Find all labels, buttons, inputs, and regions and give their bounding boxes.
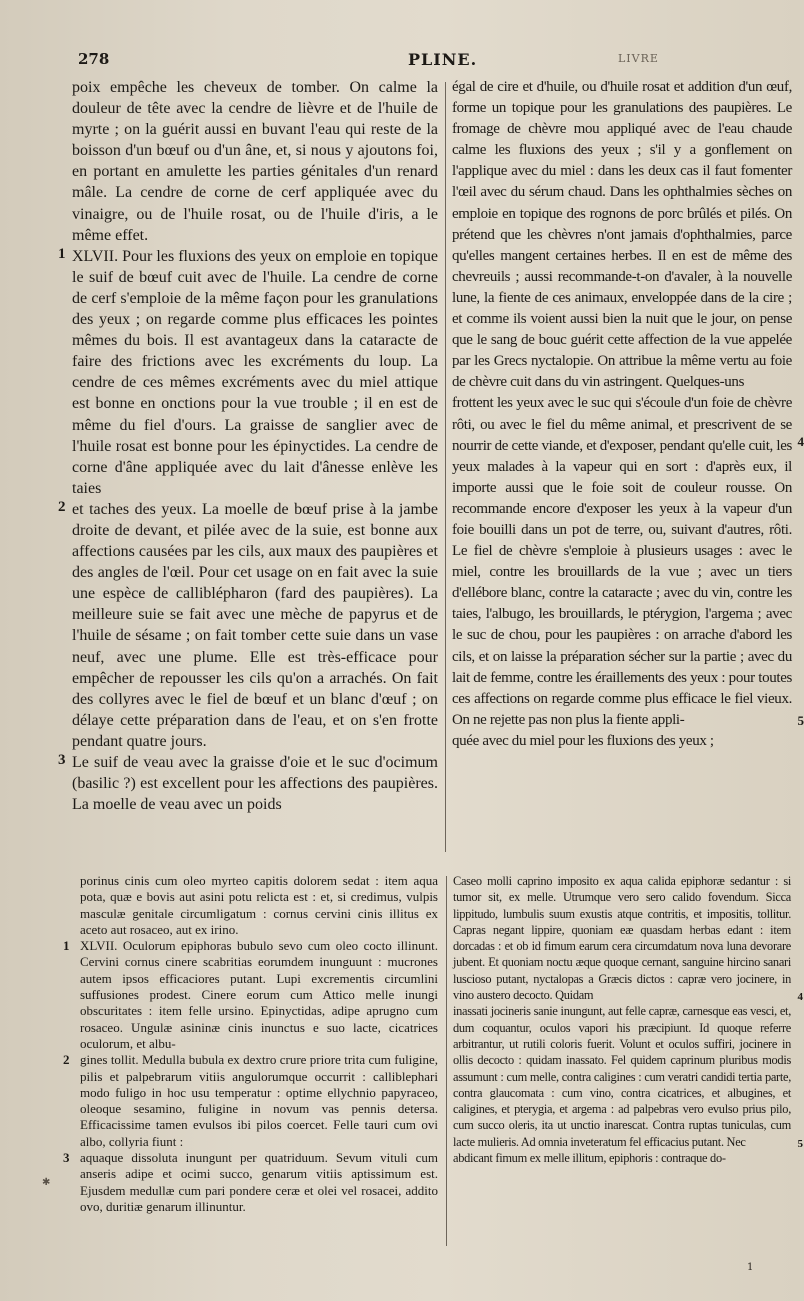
section-number: 1 (63, 938, 70, 954)
page-header (78, 50, 780, 74)
section-number: 2 (58, 498, 66, 515)
section-number: 4 (797, 991, 803, 1004)
section-number: 5 (797, 1138, 803, 1151)
running-head-bleed-through: LIVRE (618, 52, 659, 65)
running-head: PLINE. (408, 50, 478, 69)
page-number: 278 (78, 50, 110, 68)
french-paragraph: égal de cire et d'huile, ou d'huile rosat et addition d'un œuf, forme un topique pour les granulations des paupières. Le fromage de chèvre mou appliqué avec de l'eau chaude calme les fluxions des yeux ; s'il y a gonflement on l'applique avec du miel : dans les deux cas il faut fomenter l'œil avec du sérum chaud. Dans les ophthalmies sèches on emploie en topique des rognons de porc brûlés et pilés. On prétend que les chèvres n'ont jamais d'ophthalmies, parce qu'elles mangent certaines herbes. Il en est de même des chevreuils ; aussi recommande-t-on d'avaler, à la nouvelle lune, la fiente de ces animaux, enveloppée dans de la cire ; et comme ils voient aussi bien la nuit que le jour, on pense que le sang de bouc guérit cette affection de la vue appelée par les Grecs nyctalopie. On attribue la même vertu au foie de chèvre cuit dans du vin astringent. Quelques-uns (452, 79, 792, 391)
section-number: 3 (63, 1150, 70, 1166)
section-number: 2 (63, 1052, 70, 1068)
latin-paragraph: inassati jocineris sanie inungunt, aut felle capræ, carnesque eas vesci, et, dum coquantur, oculos vapori his præcipiunt. Id quoque referre arbitrantur, ut rutili coloris fuerit. Volunt et oculos suffiri, jocinere in ollis decocto : quidam inassato. Fel quidem caprinum pluribus modis assumunt : cum melle, contra caligines : cum veratri candidi tertia parte, contra glaucomata : cum vino, contra cicatrices, et albugines, et caligines, et pterygia, et argema : ad palpebras vero evulso prius pilo, cum succo oleris, ita ut unctio inarescat. Contra ruptas tuniculas, cum lacte mulieris. Ad omnia inveteratum fel efficacius putant. Nec (453, 1004, 791, 1149)
ink-speck: ✱ (42, 1177, 51, 1188)
section-number: 1 (58, 245, 66, 262)
french-paragraph: poix empêche les cheveux de tomber. On calme la douleur de tête avec la cendre de lièvre et de l'huile de myrte ; on la guérit aussi en buvant l'eau qui reste de la boisson d'un bœuf ou d'un âne, et, si nous y ajoutons foi, en portant en amulette les parties génitales d'un renard mâle. La cendre de corne de cerf appliquée avec du vinaigre, ou de l'huile rosat, ou de l'huile d'iris, a le même effet. (72, 79, 438, 244)
latin-paragraph: gines tollit. Medulla bubula ex dextro crure priore trita cum fuligine, pilis et palpebrarum vitiis angulorumque occurrit : calliblephari modo fuligo in hoc usu temperatur : optime ellychnio papyraceo, oleoque sesamino, fuligine in novum vas pennis detersa. Efficacissime tamen evulsos ibi pilos coercet. Felle tauri cum ovi albo, collyria fiunt : (80, 1052, 438, 1149)
section-number: 3 (58, 752, 66, 768)
latin-paragraph: XLVII. Oculorum epiphoras bubulo sevo cum oleo cocto illinunt. Cervini cornus cinere scabritias eorumdem inunguunt : mucrones autem ipsos efficaciores putant. Lupi excrementis circumlini suffusiones prodest. Cinere eorum cum Attico melle inungi obscuritates : item felle ursino. Epinyctidas, adipe aprugno cum rosaceo. Ungulæ asininæ cinis inunctus e suo lacte, cicatrices oculorum, et albu- (80, 938, 438, 1051)
french-paragraph: et taches des yeux. La moelle de bœuf prise à la jambe droite de devant, et pilée avec de la suie, est bonne aux affections causées par les cils, aux maux des paupières et des angles de l'œil. Pour cet usage on en fait avec la suie une espèce de calliblépharon (fard des paupières). La meilleure suie se fait avec une mèche de papyrus et de l'huile de sésame ; on fait tomber cette suie dans un vase neuf, avec une plume. Elle est très-efficace pour empêcher de repousser les cils qu'on a arrachés. On fait des collyres avec le fiel de bœuf et un blanc d'œuf ; on délaye cette préparation dans de l'eau, et on s'en frotte pendant quatre jours. (72, 500, 438, 750)
footer-mark: 1 (747, 1262, 754, 1273)
french-column-right (452, 77, 804, 752)
latin-paragraph: porinus cinis cum oleo myrteo capitis dolorem sedat : item aqua pota, quæ e bovis aut asini potu relicta est : et, si credimus, vulpis masculæ genitale circumligatum : cornus cervini cinis illitus ex aceto aut rosaceo, aut ex irino. (80, 873, 438, 937)
french-paragraph: quée avec du miel pour les fluxions des yeux ; (452, 732, 714, 749)
section-number: 5 (797, 712, 804, 728)
latin-paragraph: Caseo molli caprino imposito ex aqua calida epiphoræ sedantur : si tumor sit, ex melle. Utrumque vero sero calido fovendum. Sicca lippitudo, lumbulis suum exustis atque contritis, et impositis, tollitur. Capras negant lippire, quoniam eæ quasdam herbas edant : item dorcadas : et ob id fimum earum cera circumdatum nova luna devorare jubent. Et quoniam noctu æque quoque cernant, sanguine hircino sanari luscioso putant, nyctalopas a Græcis dictos : capræ vero jocinere, in vino austero decocto. Quidam (453, 874, 791, 1003)
latin-paragraph: aquaque dissoluta inungunt per quatriduum. Sevum vituli cum anseris adipe et ocimi succo, genarum vitiis aptissimum est. Ejusdem medullæ cum pari pondere ceræ et olei vel rosacei, addito ovo, duritiæ genarum illinuntur. (80, 1150, 438, 1214)
latin-column-right (453, 873, 803, 1166)
french-column-left (58, 77, 438, 815)
french-paragraph: XLVII. Pour les fluxions des yeux on emploie en topique le suif de bœuf cuit avec de l'huile. La cendre de corne de cerf s'emploie de la même façon pour les granulations des yeux ; on regarde comme plus efficaces les pointes mêmes du bois. Il est avantageux dans la cataracte de faire des frictions avec les excréments du loup. La cendre de ces mêmes excréments avec du miel attique est bonne en onctions pour la vue trouble ; il en est de même du fiel d'ours. La graisse de sanglier avec de l'huile rosat est bonne pour les épinyctides. La cendre de corne d'âne appliquée avec du lait d'ânesse enlève les taies (72, 247, 438, 497)
column-divider (446, 876, 447, 1246)
french-paragraph: frottent les yeux avec le suc qui s'écoule d'un foie de chèvre rôti, ou avec le fiel du même animal, et prescrivent de se nourrir de cette viande, et d'exposer, pendant qu'elle cuit, les yeux malades à la vapeur qui en sort : d'après eux, il importe aussi que le foie soit de couleur rousse. On recommande encore d'exposer les yeux à la vapeur d'un foie bouilli dans un pot de terre, ou, suivant d'autres, rôti. Le fiel de chèvre s'emploie à plusieurs usages : avec le miel, contre les brouillards de la vue ; avec un tiers d'ellébore blanc, contre la cataracte ; avec du vin, contre les taies, l'albugo, les brouillards, le ptérygion, l'argema ; avec le suc de chou, pour les paupières : on arrache d'abord les cils, et on laisse la préparation sécher sur la partie ; avec du lait de femme, contre les éraillements des yeux : pour toutes ces affections on regarde comme plus efficace le fiel vieux. On ne rejette pas non plus la fiente appli- (452, 395, 792, 728)
section-number: 4 (797, 434, 804, 449)
latin-paragraph: abdicant fimum ex melle illitum, epiphoris : contraque do- (453, 1151, 726, 1166)
column-divider (445, 82, 446, 852)
latin-column-left (63, 873, 438, 1215)
french-paragraph: Le suif de veau avec la graisse d'oie et le suc d'ocimum (basilic ?) est excellent pour les affections des paupières. La moelle de veau avec un poids (72, 754, 438, 814)
